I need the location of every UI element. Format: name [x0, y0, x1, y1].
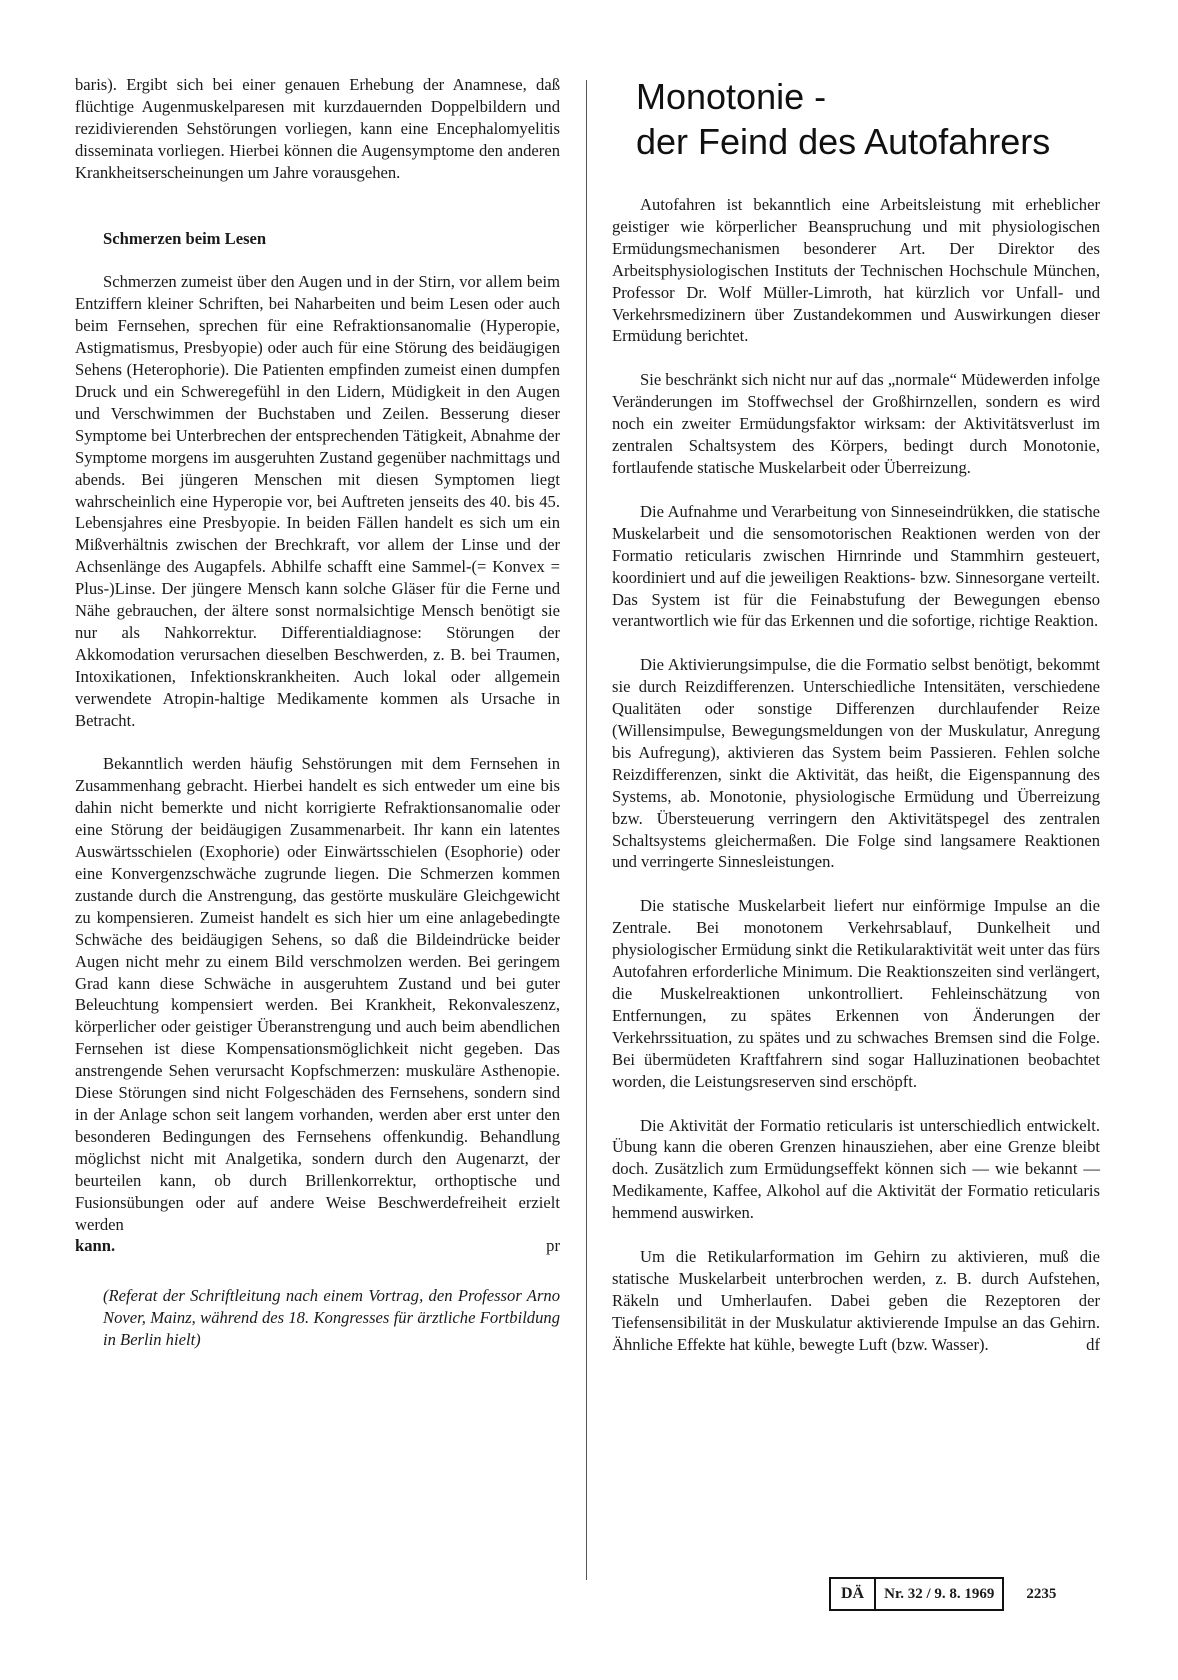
author-signature: pr [546, 1236, 560, 1256]
paragraph-1: Autofahren ist bekanntlich eine Arbeitsleistung mit erheblicher geistiger wie körperlicher Beanspruchung und mit physiologischen Ermüdungsmechanismen besonderer Art. Der Direktor des Arbeitsphysiologischen Instituts der Technischen Hochschule München, Professor Dr. Wolf Müller-Limroth, hat kürzlich vor Unfall- und Verkehrsmedizinern über Zustandekommen und Auswirkungen dieser Ermüdung berichtet. [612, 195, 1100, 346]
paragraph-ending [75, 1235, 560, 1257]
page-footer [829, 1577, 1056, 1611]
paragraph-6: Die Aktivität der Formatio reticularis ist unterschiedlich entwickelt. Übung kann die oberen Grenzen hinausziehen, aber eine Grenze bleibt doch. Zusätzlich zum Ermüdungseffekt können sich — wie bekannt — Medikamente, Kaffee, Alkohol auf die Aktivität der Formatio reticularis hemmend auswirken. [612, 1115, 1100, 1223]
paragraph-7-text: Um die Retikularformation im Gehirn zu aktivieren, muß die statische Muskelarbeit unterbrochen werden, z. B. durch Aufstehen, Räkeln und Umherlaufen. Dabei geben die Rezeptoren der Tiefensensibilität in der Muskulatur aktivierende Impulse an das Gehirn. Ähnliche Effekte hat kühle, bewegte Luft (bzw. Wasser). [612, 1247, 1100, 1354]
lecture-credit: (Referat der Schriftleitung nach einem Vortrag, den Professor Arno Nover, Mainz, während des 18. Kongresses für ärztliche Fortbildung in Berlin hielt) [103, 1286, 560, 1350]
section-heading: Schmerzen beim Lesen [103, 228, 267, 248]
paragraph-3: Die Aufnahme und Verarbeitung von Sinneseindrükken, die statische Muskelarbeit und die sensomotorischen Reaktionen werden von der Formatio reticularis zwischen Hirnrinde und Stammhirn gesteuert, koordiniert und auf die jeweiligen Reaktions- bzw. Sinnesorgane verteilt. Das System ist für die Feinabstufung der Bewegungen ebenso verantwortlich wie für das Erkennen und die sofortige, richtige Reaktion. [612, 501, 1100, 631]
paragraph-reading-pain: Schmerzen zumeist über den Augen und in der Stirn, vor allem beim Entziffern kleiner Schriften, bei Naharbeiten und beim Lesen oder auch beim Fernsehen, sprechen für eine Refraktionsanomalie (Hyperopie, Astigmatismus, Presbyopie) oder auch für eine Störung des beidäugigen Sehens (Heterophorie). Die Patienten empfinden zumeist einen dumpfen Druck und ein Schweregefühl in den Lidern, Müdigkeit in den Augen und Verschwimmen der Buchstaben und Zeilen. Besserung dieser Symptome bei Unterbrechen der entsprechenden Tätigkeit, Abnahme der Symptome morgens im ausgeruhten Zustand gegenüber nachmittags und abends. Bei jüngeren Menschen mit diesen Symptomen liegt wahrscheinlich eine Hyperopie vor, bei Auftreten jenseits des 40. bis 45. Lebensjahres eine Presbyopie. In beiden Fällen handelt es sich um ein Mißverhältnis zwischen der Brechkraft, vor allem der Linse und der Achsenlänge des Augapfels. Abhilfe schafft eine Sammel-(= Konvex = Plus-)Linse. Der jüngere Mensch kann solche Gläser für die Ferne und Nähe gebrauchen, der ältere sonst normalsichtige Mensch benötigt sie nur als Nahkorrektur. Differentialdiagnose: Störungen der Akkomodation verursachen dieselben Beschwerden, z. B. bei Traumen, Intoxikationen, Infektionskrankheiten. Auch lokal oder allgemein verwendete Atropin-haltige Medikamente kommen als Ursache in Betracht. [75, 272, 560, 730]
left-column [75, 74, 560, 1351]
journal-logo: DÄ [831, 1579, 876, 1609]
column-divider [586, 80, 587, 1580]
paragraph-4: Die Aktivierungsimpulse, die die Formatio selbst benötigt, bekommt sie durch Reizdifferenzen. Unterschiedliche Intensitäten, verschiedene Qualitäten oder sonstige Differenzen durchlaufender Reize (Willensimpulse, Bewegungsmeldungen von der Muskulatur, Anregung bis Aufregung), aktivieren das System beim Passieren. Fehlen solche Reizdifferenzen, sinkt die Aktivität, das heißt, die Eigenspannung des Systems, ab. Monotonie, physiologische Ermüdung und Überreizung bzw. Übersteuerung verringern den Aktivitätspegel des zentralen Schaltsystems gleichermaßen. Die Folge sind langsamere Reaktionen und verringerte Sinnesleistungen. [612, 655, 1100, 872]
right-column [612, 74, 1100, 1356]
paragraph-7 [612, 1246, 1100, 1356]
paragraph-5: Die statische Muskelarbeit liefert nur einförmige Impulse an die Zentrale. Bei monotonem Verkehrsablauf, Dunkelheit und physiologischer Ermüdung sinkt die Retikularaktivität weit unter das fürs Autofahren erforderliche Minimum. Die Reaktionszeiten sind verlängert, die Muskelreaktionen unkontrolliert. Fehleinschätzung von Entfernungen, zu spätes Erkennen von Änderungen der Verkehrssituation, zu spätes und zu schwaches Bremsen sind die Folge. Bei übermüdeten Kraftfahrern sind sogar Halluzinationen beobachtet worden, die Leistungsreserven sind erschöpft. [612, 896, 1100, 1091]
title-line-2: der Feind des Autofahrers [636, 121, 1051, 162]
journal-box [829, 1577, 1004, 1611]
title-line-1: Monotonie - [636, 76, 827, 117]
paragraph-2: Sie beschränkt sich nicht nur auf das „normale“ Müdewerden infolge Veränderungen im Stoffwechsel der Großhirnzellen, sondern es wird noch ein zweiter Ermüdungsfaktor wirksam: der Aktivitätsverlust im zentralen Schaltsystem des Körpers, bedingt durch Monotonie, fortlaufende statische Muskelarbeit oder Überreizung. [612, 370, 1100, 477]
paragraph-television: Bekanntlich werden häufig Sehstörungen mit dem Fernsehen in Zusammenhang gebracht. Hierbei handelt es sich entweder um eine bis dahin nicht bemerkte und nicht korrigierte Refraktionsanomalie oder eine Störung der beidäugigen Zusammenarbeit. Ihr kann ein latentes Auswärtsschielen (Exophorie) oder Einwärtsschielen (Esophorie) oder eine Konvergenzschwäche zugrunde liegen. Die Schmerzen kommen zustande durch die Anstrengung, das gestörte muskuläre Gleichgewicht zu kompensieren. Zumeist handelt es sich hier um eine anlagebedingte Schwäche des beidäugigen Sehens, so daß die Bildeindrücke beider Augen nicht mehr zu einem Bild verschmolzen werden. Bei geringem Grad kann diese Schwäche in ausgeruhtem Zustand und bei guter Beleuchtung kompensiert werden. Bei Krankheit, Rekonvaleszenz, körperlicher oder geistiger Überanstrengung und auch beim abendlichen Fernsehen ist diese Kompensationsmöglichkeit nicht gegeben. Das anstrengende Sehen verursacht Kopfschmerzen: muskuläre Asthenopie. Diese Störungen sind nicht Folgeschäden des Fernsehens, sondern sind in der Anlage schon seit langem vorhanden, werden aber erst unter den besonderen Bedingungen des Fernsehens offenkundig. Behandlung möglichst nicht mit Analgetika, sondern durch den Augenarzt, der beurteilen kann, ob durch Brillenkorrektur, orthoptische und Fusionsübungen oder auf andere Weise Beschwerdefreiheit erzielt werden [75, 754, 560, 1234]
page-number: 2235 [1026, 1585, 1057, 1602]
paragraph-end-word: kann. [75, 1236, 116, 1256]
issue-info: Nr. 32 / 9. 8. 1969 [884, 1585, 995, 1602]
intro-paragraph: baris). Ergibt sich bei einer genauen Erhebung der Anamnese, daß flüchtige Augenmuskelparesen mit kurzdauernden Doppelbildern und rezidivierenden Sehstörungen vorliegen, kann eine Encephalomyelitis disseminata vorliegen. Hierbei können die Augensymptome den anderen Krankheitserscheinungen um Jahre vorausgehen. [75, 75, 560, 182]
author-signature-df: df [1086, 1334, 1100, 1354]
article-title [636, 74, 1100, 164]
